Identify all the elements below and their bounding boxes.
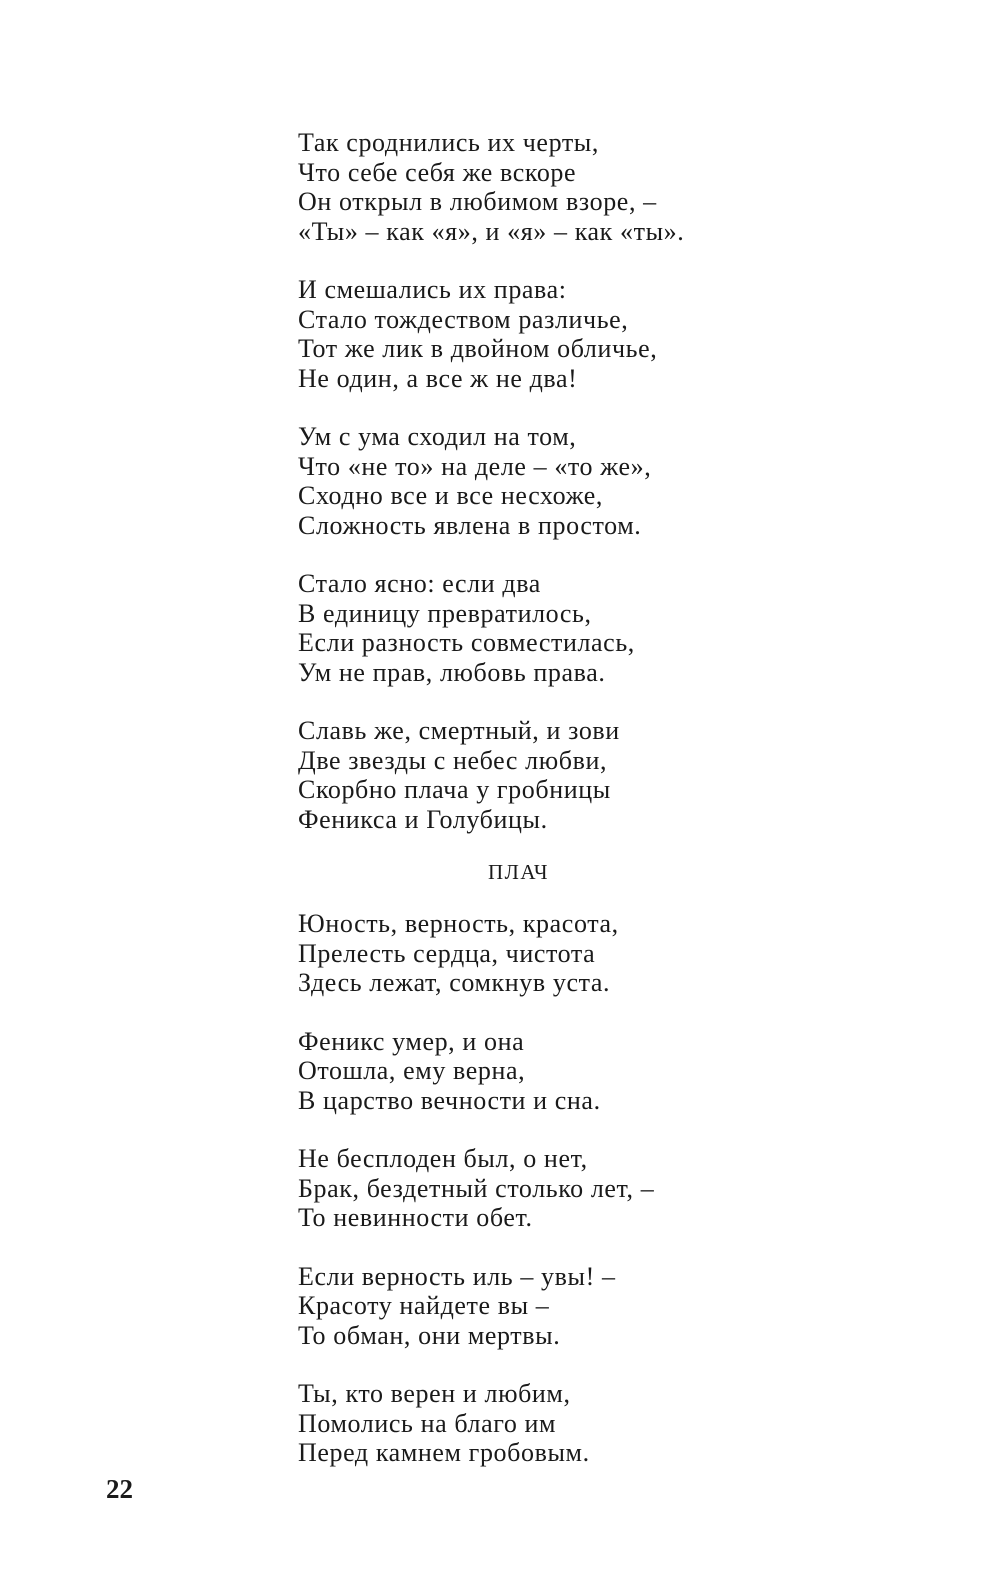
verse-line: Он открыл в любимом взоре, –: [298, 187, 657, 216]
verse-line: Не один, а все ж не два!: [298, 363, 578, 393]
stanza: [298, 275, 898, 393]
verse-line: В единицу превратилось,: [298, 598, 592, 628]
verse-line: Тот же лик в двойном обличье,: [298, 334, 658, 363]
verse-line: Ум не прав, любовь права.: [298, 657, 606, 687]
stanza: [298, 716, 898, 834]
verse-line: Если разность совместилась,: [298, 628, 635, 657]
verse-line: Феникса и Голубицы.: [298, 804, 548, 834]
verse-line: Скорбно плача у гробницы: [298, 775, 611, 804]
verse-line: Прелесть сердца, чистота: [298, 938, 596, 968]
stanza: [298, 1027, 898, 1116]
verse-line: Отошла, ему верна,: [298, 1056, 526, 1085]
verse-line: И смешались их права:: [298, 275, 567, 304]
verse-line: Юность, верность, красота,: [298, 909, 619, 938]
verse-line: Сложность явлена в простом.: [298, 510, 642, 540]
verse-line: Ты, кто верен и любим,: [298, 1379, 571, 1408]
verse-line: Что себе себя же вскоре: [298, 157, 577, 187]
verse-line: В царство вечности и сна.: [298, 1085, 601, 1115]
stanza: [298, 1144, 898, 1233]
verse-line: Стало ясно: если два: [298, 569, 541, 598]
stanza: [298, 909, 898, 998]
verse-line: Красоту найдете вы –: [298, 1291, 550, 1320]
section-title: ПЛАЧ: [488, 860, 550, 884]
verse-line: То невинности обет.: [298, 1203, 533, 1232]
verse-line: Феникс умер, и она: [298, 1026, 525, 1056]
stanza: [298, 1262, 898, 1351]
verse-line: Стало тождеством различье,: [298, 304, 629, 334]
stanza: [298, 1379, 898, 1468]
verse-line: Ум с ума сходил на том,: [298, 422, 577, 451]
verse-line: Так сроднились их черты,: [298, 128, 599, 157]
verse-line: Сходно все и все несхоже,: [298, 481, 604, 510]
page-number: 22: [106, 1474, 133, 1504]
verse-line: Перед камнем гробовым.: [298, 1438, 590, 1467]
verse-line: «Ты» – как «я», и «я» – как «ты».: [298, 216, 685, 246]
verse-line: Не бесплоден был, о нет,: [298, 1144, 588, 1173]
stanza: [298, 569, 898, 687]
verse-line: То обман, они мертвы.: [298, 1320, 561, 1350]
verse-line: Что «не то» на деле – «то же»,: [298, 451, 652, 481]
poem-column: [298, 128, 898, 1497]
stanza: [298, 422, 898, 540]
verse-line: Две звезды с небес любви,: [298, 745, 608, 775]
verse-line: Помолись на благо им: [298, 1408, 557, 1438]
verse-line: Славь же, смертный, и зови: [298, 716, 620, 745]
stanza: [298, 128, 898, 246]
verse-line: Здесь лежат, сомкнув уста.: [298, 968, 611, 997]
verse-line: Если верность иль – увы! –: [298, 1261, 616, 1291]
verse-line: Брак, бездетный столько лет, –: [298, 1173, 655, 1203]
